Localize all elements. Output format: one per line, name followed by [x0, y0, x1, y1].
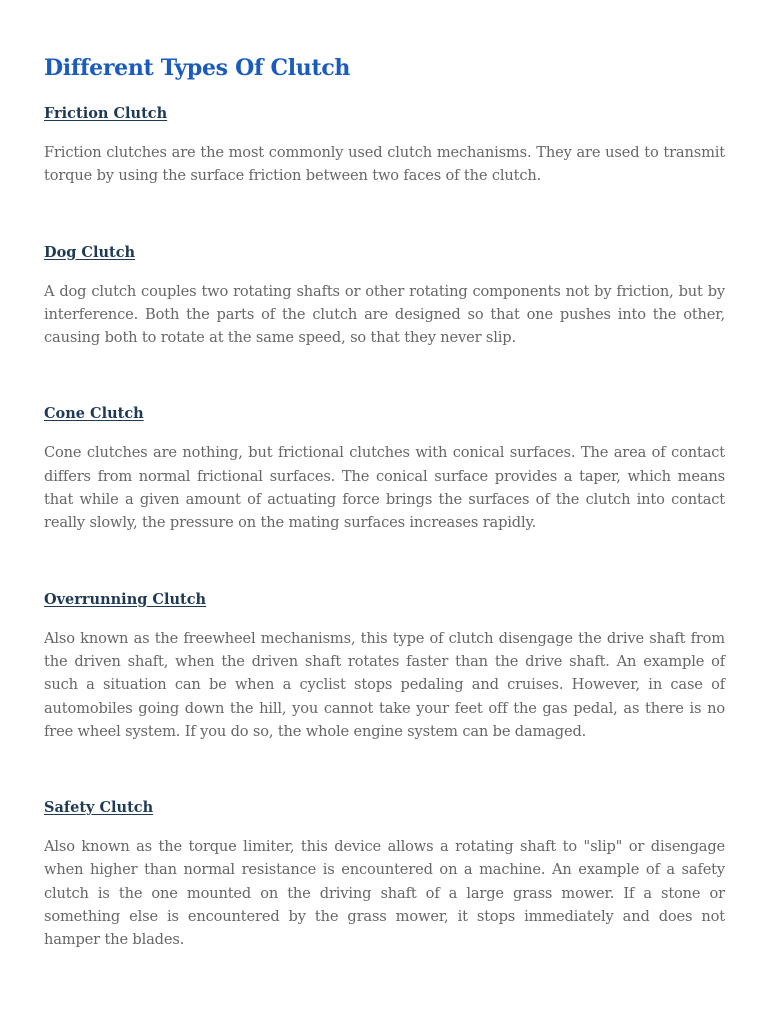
section-spacer	[44, 349, 725, 404]
section-heading: Dog Clutch	[44, 243, 136, 261]
section-body: Cone clutches are nothing, but frictional clutches with conical surfaces. The area of contact differs from normal frictional surfaces. The conical surface provides a taper, which means that while a given amount of actuating force brings the surfaces of the clutch into contact really slowly, the pressure on the mating surfaces increases rapidly.	[44, 444, 725, 532]
section-body: Also known as the freewheel mechanisms, this type of clutch disengage the drive shaft from the driven shaft, when the driven shaft rotates faster than the drive shaft. An example of such a situation can be when a cyclist stops pedaling and cruises. However, in case of automobiles going down the hill, you cannot take your feet off the gas pedal, as there is no free wheel system. If you do so, the whole engine system can be damaged.	[44, 629, 725, 740]
section-body: A dog clutch couples two rotating shafts or other rotating components not by friction, but by interference. Both the parts of the clutch are designed so that one pushes into the other, causing both to rotate at the same speed, so that they never slip.	[44, 282, 725, 347]
document-page	[44, 52, 725, 952]
section-spacer	[44, 535, 725, 590]
section-spacer	[44, 743, 725, 798]
section-heading: Friction Clutch	[44, 105, 168, 122]
section-spacer	[44, 188, 725, 243]
section-heading: Cone Clutch	[44, 405, 144, 423]
section-friction-clutch	[44, 104, 725, 188]
section-safety-clutch	[44, 798, 725, 951]
section-dog-clutch	[44, 243, 725, 350]
section-body: Also known as the torque limiter, this device allows a rotating shaft to "slip" or disengage when higher than normal resistance is encountered on a machine. An example of a safety clutch is the one mounted on the driving shaft of a large grass mower. If a stone or something else is encountered by the grass mower, it stops immediately and does not hamper the blades.	[44, 838, 725, 949]
section-heading: Safety Clutch	[44, 799, 154, 817]
section-heading: Overrunning Clutch	[44, 590, 207, 608]
page-title: Different Types Of Clutch	[44, 55, 351, 81]
section-body: Friction clutches are the most commonly used clutch mechanisms. They are used to transmit torque by using the surface friction between two faces of the clutch.	[44, 144, 725, 185]
section-overrunning-clutch	[44, 590, 725, 743]
section-cone-clutch	[44, 404, 725, 534]
